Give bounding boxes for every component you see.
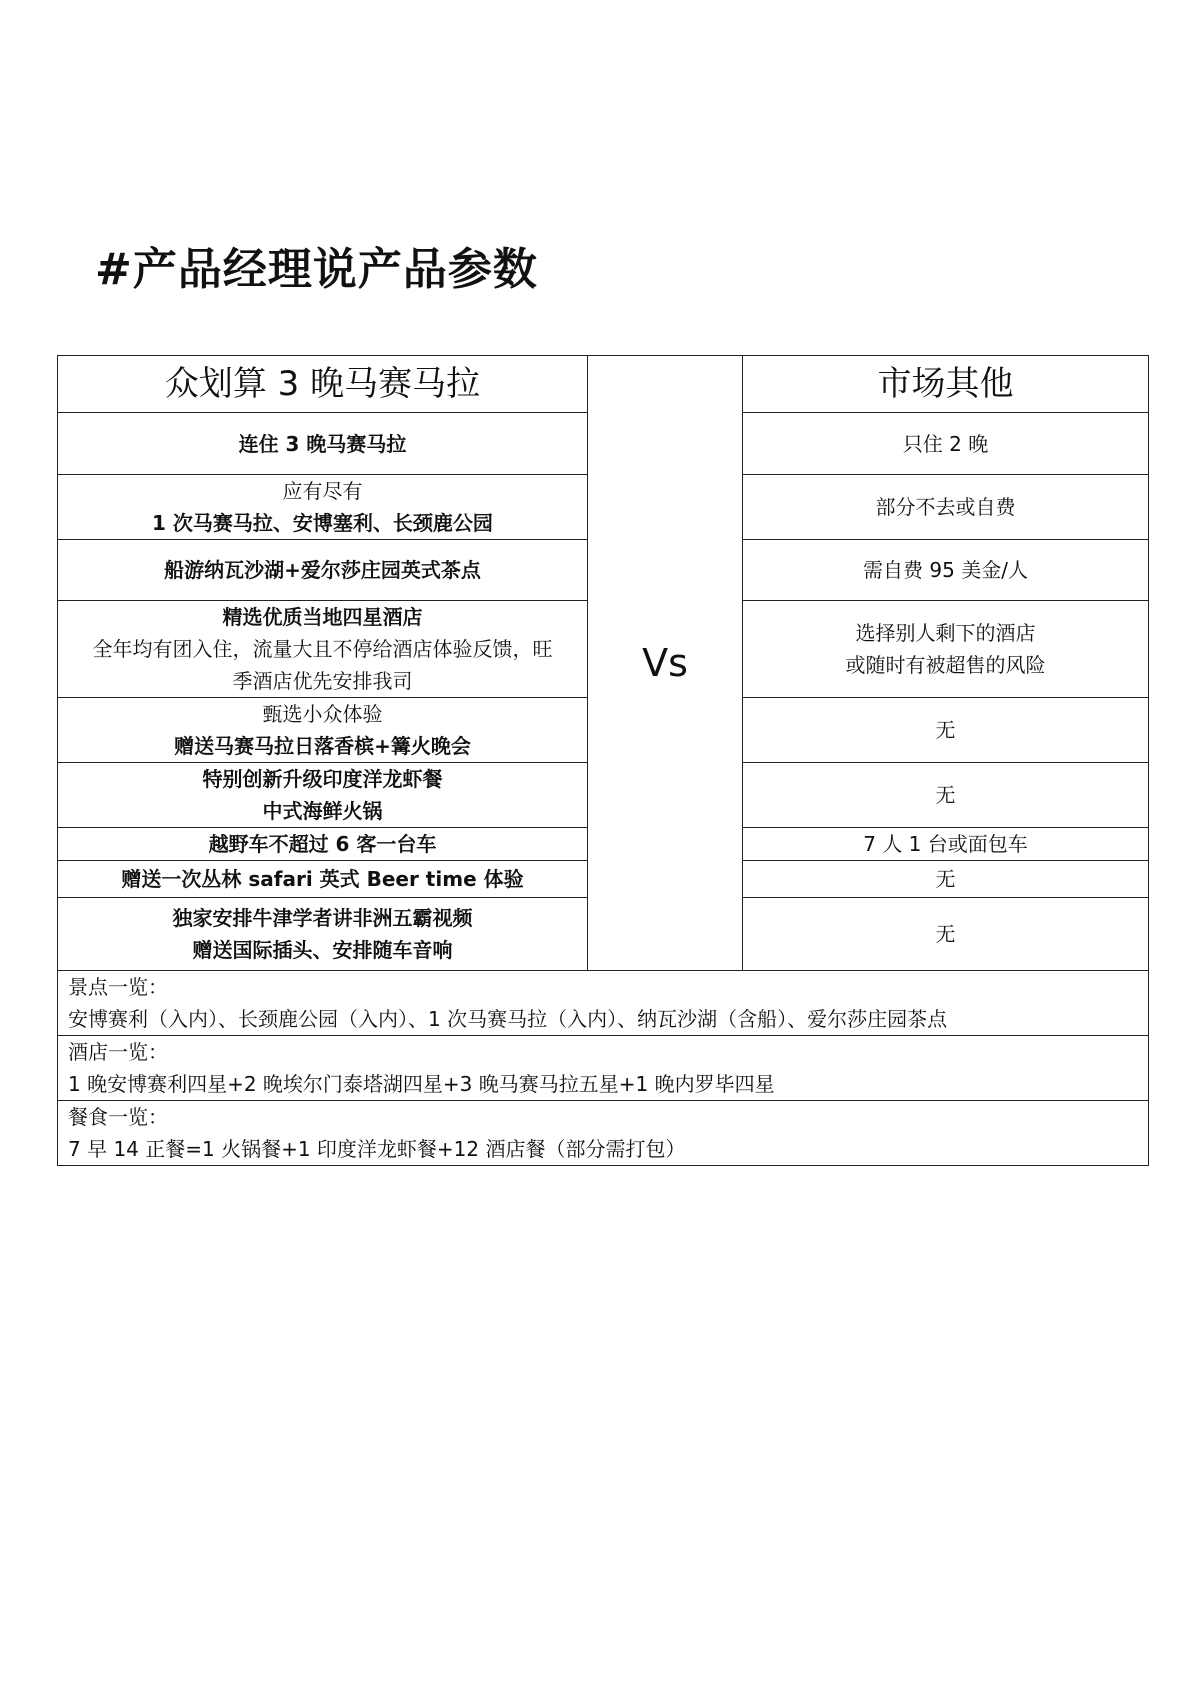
row-right-line: 只住 2 晚 (902, 431, 989, 456)
summary-row (58, 1036, 1149, 1101)
row-left-line: 全年均有团入住，流量大且不停给酒店体验反馈，旺 (92, 637, 553, 661)
row-right-line: 需自费 95 美金/人 (863, 558, 1028, 582)
comparison-table (57, 355, 1149, 1166)
row-left-cell (58, 540, 588, 601)
row-left-cell (58, 601, 588, 698)
row-left-line: 1 次马赛马拉、安博塞利、长颈鹿公园 (152, 511, 493, 535)
row-left-cell (58, 413, 588, 475)
summary-text: 1 晚安博赛利四星+2 晚埃尔门泰塔湖四星+3 晚马赛马拉五星+1 晚内罗毕四星 (68, 1072, 775, 1096)
row-left-cell (58, 698, 588, 763)
summary-text: 7 早 14 正餐=1 火锅餐+1 印度洋龙虾餐+12 酒店餐（部分需打包） (68, 1137, 686, 1161)
summary-text: 安博赛利（入内）、长颈鹿公园（入内）、1 次马赛马拉（入内）、纳瓦沙湖（含船）、爱尔莎庄园茶点 (68, 1007, 948, 1031)
row-right-line: 无 (935, 718, 956, 742)
row-right-cell (743, 540, 1149, 601)
row-left-line: 特别创新升级印度洋龙虾餐 (202, 767, 443, 791)
row-left-line: 越野车不超过 6 客一台车 (208, 832, 437, 856)
row-left-line: 赠送马赛马拉日落香槟+篝火晚会 (174, 734, 471, 758)
header-left: 众划算 3 晚马赛马拉 (58, 356, 588, 413)
row-left-line: 赠送一次丛林 safari 英式 Beer time 体验 (121, 867, 524, 891)
summary-cell (58, 1101, 1149, 1166)
row-right-line: 选择别人剩下的酒店 (855, 621, 1036, 645)
row-right-line: 7 人 1 台或面包车 (863, 832, 1028, 856)
row-right-line: 部分不去或自费 (875, 495, 1016, 519)
row-right-line: 无 (935, 783, 956, 807)
row-left-line: 季酒店优先安排我司 (232, 669, 413, 693)
row-left-line: 精选优质当地四星酒店 (222, 605, 423, 629)
row-right-cell (743, 861, 1149, 898)
row-left-line: 独家安排牛津学者讲非洲五霸视频 (172, 906, 473, 930)
row-left-line: 船游纳瓦沙湖+爱尔莎庄园英式茶点 (164, 558, 481, 582)
summary-cell (58, 1036, 1149, 1101)
row-right-line: 无 (935, 867, 956, 891)
row-right-cell (743, 475, 1149, 540)
row-right-cell (743, 828, 1149, 861)
row-left-cell (58, 763, 588, 828)
row-left-cell (58, 861, 588, 898)
row-right-cell (743, 601, 1149, 698)
row-left-line: 连住 3 晚马赛马拉 (238, 431, 407, 456)
row-right-cell (743, 763, 1149, 828)
row-right-cell (743, 898, 1149, 971)
row-left-line: 应有尽有 (282, 479, 363, 503)
summary-label: 酒店一览： (68, 1040, 168, 1064)
row-right-cell (743, 413, 1149, 475)
row-right-line: 无 (935, 922, 956, 946)
summary-row (58, 971, 1149, 1036)
row-left-cell (58, 828, 588, 861)
row-left-cell (58, 898, 588, 971)
row-left-cell (58, 475, 588, 540)
row-right-cell (743, 698, 1149, 763)
row-right-line: 或随时有被超售的风险 (845, 653, 1046, 677)
header-right: 市场其他 (743, 356, 1149, 413)
table-header-row (58, 356, 1149, 413)
row-left-line: 甄选小众体验 (262, 702, 383, 726)
summary-label: 景点一览： (68, 975, 168, 999)
summary-cell (58, 971, 1149, 1036)
summary-row (58, 1101, 1149, 1166)
vs-label: Vs (588, 356, 743, 971)
row-left-line: 赠送国际插头、安排随车音响 (192, 938, 453, 962)
page-title: #产品经理说产品参数 (95, 244, 538, 295)
summary-label: 餐食一览： (68, 1105, 168, 1129)
row-left-line: 中式海鲜火锅 (262, 799, 383, 823)
